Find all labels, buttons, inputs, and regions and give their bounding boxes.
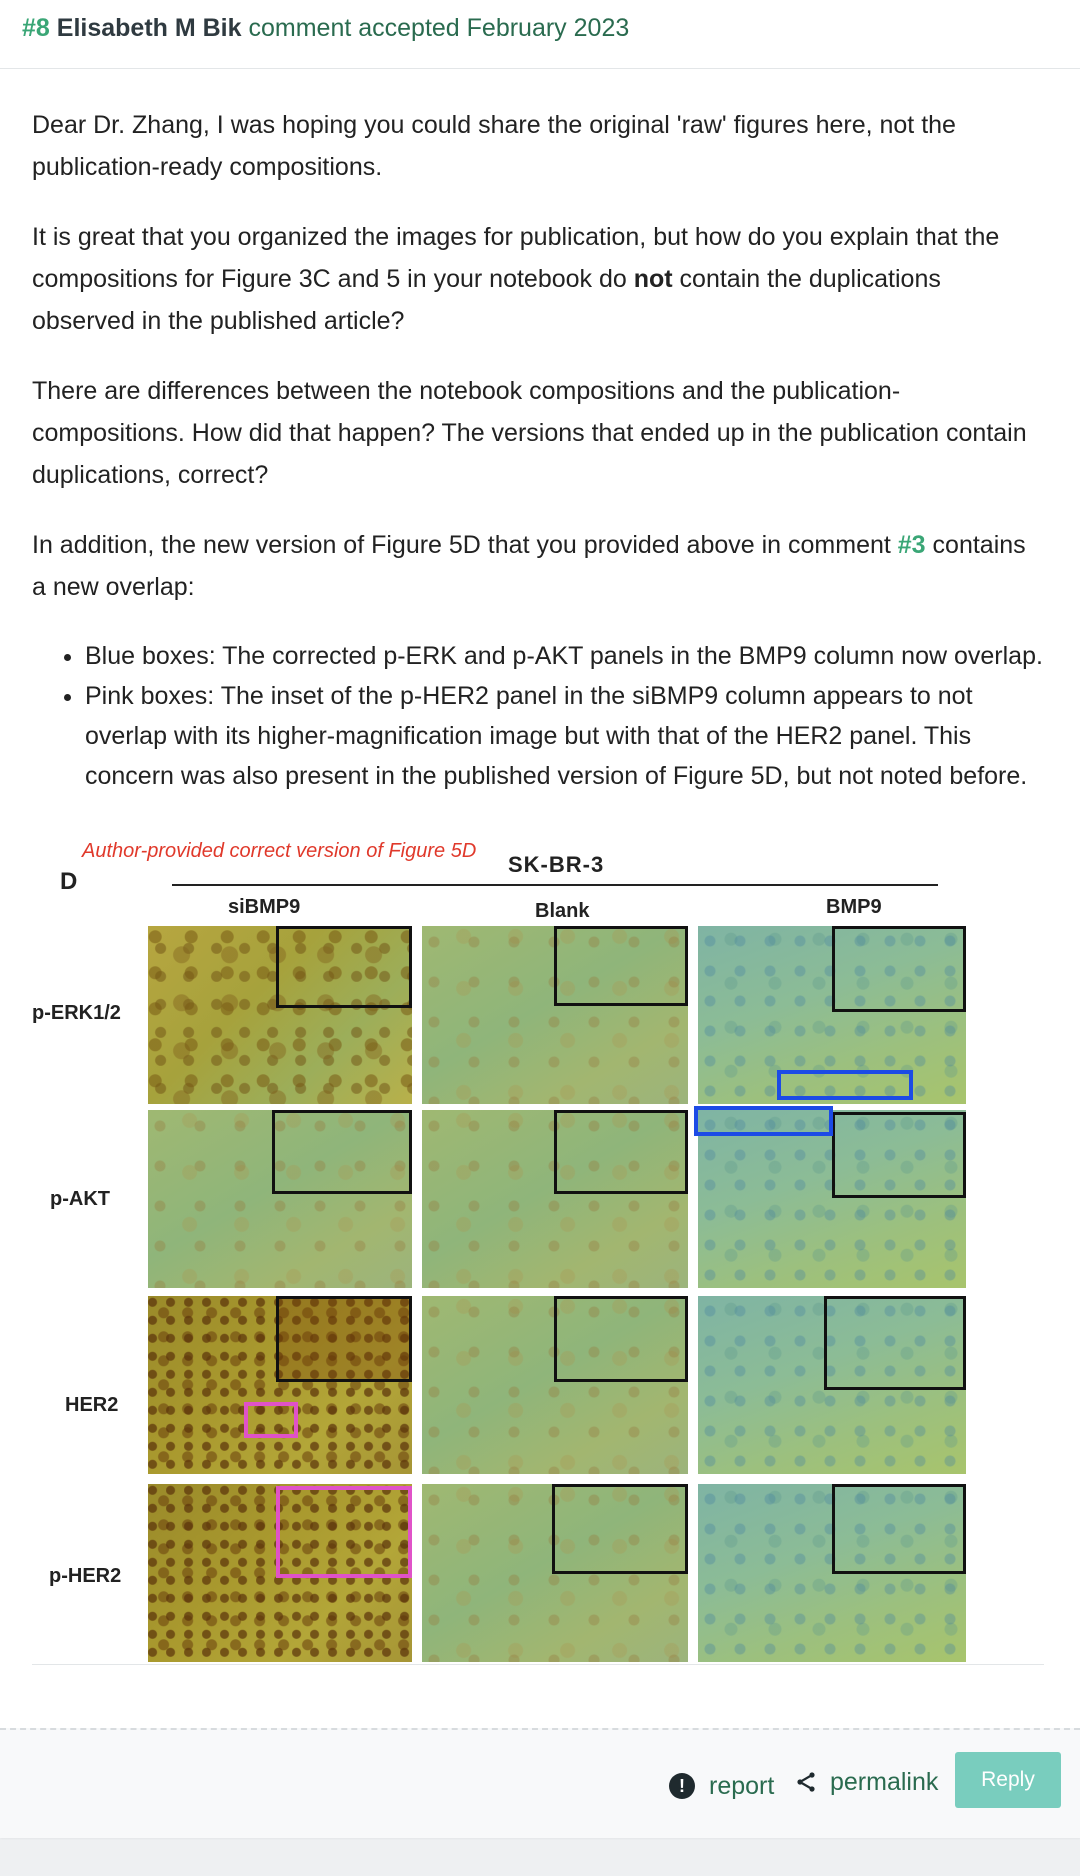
- paragraph-4: [32, 524, 1044, 608]
- figure-cell-line: SK-BR-3: [508, 852, 605, 877]
- bullet-blue-boxes: • Blue boxes: The corrected p-ERK and p-AKT panels in the BMP9 column now overlap.: [85, 636, 1044, 676]
- row-label-perk: p-ERK1/2: [32, 1002, 121, 1024]
- report-link[interactable]: [669, 1768, 774, 1804]
- panel-pakt-blank: [422, 1110, 688, 1288]
- comment-body: [32, 104, 1044, 796]
- paragraph-3: There are differences between the notebook compositions and the publication-compositions. How did that happen? The versions that ended up in the publication contain duplications, correct?: [32, 377, 1027, 489]
- bullet-pink-boxes: • Pink boxes: The inset of the p-HER2 panel in the siBMP9 column appears to not overlap with its higher-magnification image but with that of the HER2 panel. This concern was also present in the published version of Figure 5D, but not noted before.: [85, 676, 1044, 796]
- row-label-her2: HER2: [65, 1394, 119, 1416]
- inset-box: [272, 1110, 412, 1194]
- reply-button[interactable]: Reply: [955, 1752, 1061, 1808]
- inset-box: [832, 926, 966, 1012]
- panel-pakt-sibmp9: [148, 1110, 412, 1288]
- comment-header: [0, 0, 1080, 69]
- panel-pakt-bmp9: [698, 1110, 966, 1288]
- blue-box-pakt: [694, 1106, 833, 1136]
- inset-box: [276, 1296, 412, 1382]
- panel-pher2-bmp9: [698, 1484, 966, 1662]
- row-label-pher2: p-HER2: [49, 1565, 122, 1587]
- inset-box: [832, 1484, 966, 1574]
- panel-her2-sibmp9: [148, 1296, 412, 1474]
- inset-box: [554, 926, 688, 1006]
- bullet-list: [32, 636, 1044, 796]
- figure-5d-image: [32, 830, 1044, 1665]
- share-icon: [794, 1770, 818, 1794]
- column-header-blank: Blank: [535, 900, 590, 922]
- comment-footer: [0, 1728, 1080, 1838]
- panel-perk-blank: [422, 926, 688, 1104]
- panel-perk-sibmp9: [148, 926, 412, 1104]
- paragraph-1: Dear Dr. Zhang, I was hoping you could share the original 'raw' figures here, not the publication-ready compositions.: [32, 111, 956, 181]
- permalink-link[interactable]: [794, 1764, 938, 1800]
- comment-number-link[interactable]: #8: [22, 14, 50, 42]
- figure-divider: [172, 884, 938, 886]
- comment-status: comment accepted February 2023: [248, 14, 630, 42]
- panel-her2-bmp9: [698, 1296, 966, 1474]
- inset-box: [554, 1110, 688, 1194]
- paragraph-2-bold: not: [633, 265, 673, 293]
- paragraph-2-text-b: contain the duplications observed in the published article?: [32, 265, 941, 335]
- panel-her2-blank: [422, 1296, 688, 1474]
- exclamation-icon: !: [669, 1773, 695, 1799]
- permalink-label: permalink: [830, 1767, 939, 1796]
- paragraph-2: [32, 216, 1044, 342]
- comment-author[interactable]: Elisabeth M Bik: [56, 14, 242, 42]
- inset-box: [552, 1484, 688, 1574]
- panel-pher2-blank: [422, 1484, 688, 1662]
- inset-box: [832, 1112, 966, 1198]
- figure-letter: D: [60, 868, 78, 895]
- paragraph-4-text-b: contains a new overlap:: [32, 531, 1026, 601]
- paragraph-4-text-a: In addition, the new version of Figure 5D that you provided above in comment: [32, 531, 898, 559]
- column-header-sibmp9: siBMP9: [228, 896, 301, 918]
- comment-3-link[interactable]: #3: [897, 531, 926, 559]
- figure-caption: Author-provided correct version of Figure 5D: [82, 840, 477, 862]
- paragraph-2-text-a: It is great that you organized the images for publication, but how do you explain that the compositions for Figure 3C and 5 in your notebook do: [32, 223, 1000, 293]
- pink-box-pher2: [276, 1486, 412, 1578]
- row-label-pakt: p-AKT: [50, 1188, 110, 1210]
- blue-box-perk: [777, 1070, 913, 1100]
- inset-box: [554, 1296, 688, 1382]
- column-header-bmp9: BMP9: [826, 896, 882, 918]
- inset-box: [276, 926, 412, 1008]
- inset-box: [824, 1296, 966, 1390]
- pink-box-her2: [244, 1402, 298, 1438]
- report-label: report: [709, 1771, 775, 1800]
